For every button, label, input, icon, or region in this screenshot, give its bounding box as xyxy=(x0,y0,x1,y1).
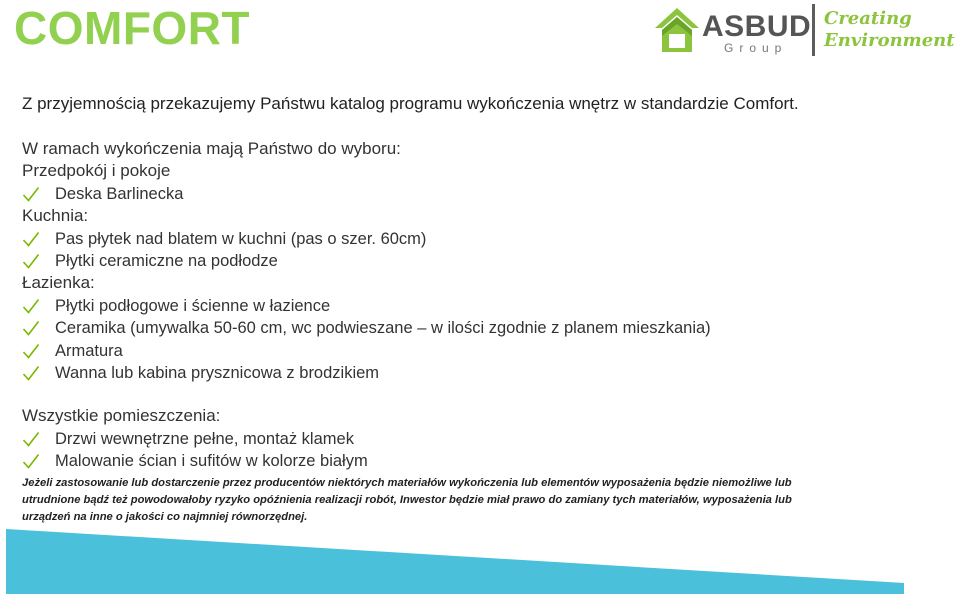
list-item: Drzwi wewnętrzne pełne, montaż klamek xyxy=(22,428,922,450)
logo-name: ASBUD xyxy=(702,10,812,43)
check-icon xyxy=(22,298,40,314)
section-label: Wszystkie pomieszczenia: xyxy=(22,406,221,426)
section-all-rooms xyxy=(22,405,922,472)
check-icon xyxy=(22,453,40,469)
choice-heading: W ramach wykończenia mają Państwo do wyboru: xyxy=(22,139,401,158)
list-item: Wanna lub kabina prysznicowa z brodzikiem xyxy=(22,362,922,384)
section-rooms xyxy=(22,160,922,205)
section-label: Przedpokój i pokoje xyxy=(22,161,171,181)
list-item: Pas płytek nad blatem w kuchni (pas o szer. 60cm) xyxy=(22,228,922,250)
section-bathroom xyxy=(22,272,922,384)
list-item: Płytki ceramiczne na podłodze xyxy=(22,250,922,272)
check-icon xyxy=(22,231,40,247)
list-item: Armatura xyxy=(22,340,922,362)
intro-text: Z przyjemnością przekazujemy Państwu katalog programu wykończenia wnętrz w standardzie Comfort. xyxy=(22,94,799,113)
check-icon xyxy=(22,365,40,381)
section-label: Łazienka: xyxy=(22,273,95,293)
section-label: Kuchnia: xyxy=(22,206,89,226)
logo-subname: Group xyxy=(724,41,788,55)
check-icon xyxy=(22,253,40,269)
list-item: Malowanie ścian i sufitów w kolorze białym xyxy=(22,450,922,472)
section-kitchen xyxy=(22,205,922,272)
check-icon xyxy=(22,343,40,359)
house-icon xyxy=(654,6,700,54)
disclaimer-note: Jeżeli zastosowanie lub dostarczenie przez producentów niektórych materiałów wykończenia lub elementów wyposażenia będzie niemożliwe lub utrudnione bądź też powodowałoby ryzyko opóźnienia realizacji robót, Inwestor będzie miał prawo do zamiany tych materiałów, wyposażenia lub urządzeń na inne o jakości co najmniej równorzędnej. xyxy=(22,477,792,523)
tagline-line-1: Creating xyxy=(824,8,912,29)
catalog-content xyxy=(22,93,922,473)
page-title: COMFORT xyxy=(14,2,251,54)
check-icon xyxy=(22,431,40,447)
asbud-logo xyxy=(654,4,954,60)
list-item: Płytki podłogowe i ścienne w łazience xyxy=(22,295,922,317)
logo-tagline xyxy=(824,8,955,52)
footer-band xyxy=(0,526,960,595)
logo-divider xyxy=(812,4,815,56)
check-icon xyxy=(22,320,40,336)
list-item: Deska Barlinecka xyxy=(22,183,922,205)
check-icon xyxy=(22,186,40,202)
list-item: Ceramika (umywalka 50-60 cm, wc podwieszane – w ilości zgodnie z planem mieszkania) xyxy=(22,317,922,339)
tagline-line-2: Environment xyxy=(824,30,955,51)
